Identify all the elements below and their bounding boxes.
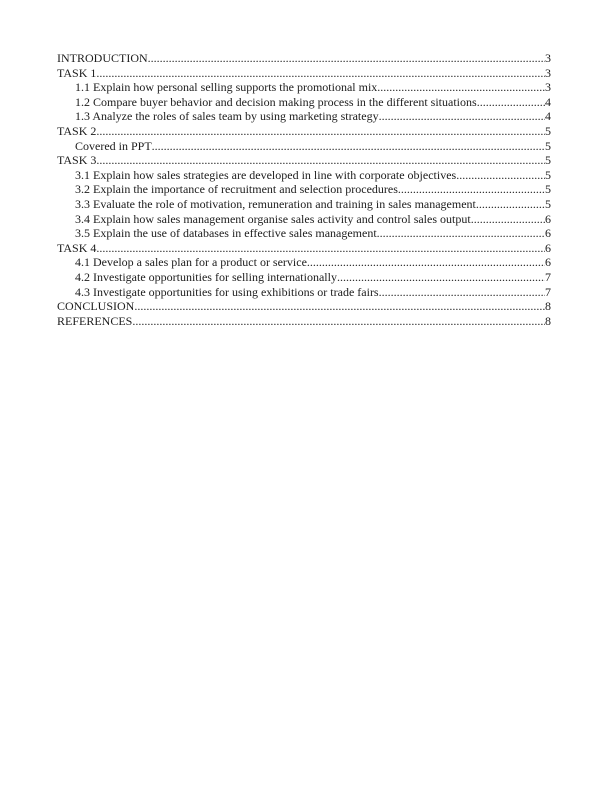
toc-page-number: 3 bbox=[545, 65, 551, 80]
toc-leader-dots bbox=[476, 197, 545, 212]
toc-leader-dots bbox=[471, 212, 545, 227]
toc-entry-title: TASK 1 bbox=[57, 65, 97, 80]
toc-entry[interactable] bbox=[57, 255, 551, 270]
toc-entry[interactable] bbox=[57, 124, 551, 139]
toc-leader-dots bbox=[477, 95, 545, 110]
toc-leader-dots bbox=[152, 139, 545, 154]
toc-page-number: 6 bbox=[545, 240, 551, 255]
toc-entry-title: 1.2 Compare buyer behavior and decision making process in the different situations bbox=[75, 94, 477, 109]
toc-leader-dots bbox=[379, 285, 545, 300]
toc-leader-dots bbox=[96, 153, 545, 168]
toc-entry[interactable] bbox=[57, 299, 551, 314]
toc-page-number: 5 bbox=[545, 182, 551, 197]
toc-page-number: 6 bbox=[545, 211, 551, 226]
toc-entry-title: 1.1 Explain how personal selling supports the promotional mix bbox=[75, 80, 378, 95]
toc-leader-dots bbox=[398, 182, 545, 197]
toc-page-number: 6 bbox=[545, 226, 551, 241]
toc-entry[interactable] bbox=[57, 241, 551, 256]
toc-page-number: 5 bbox=[545, 138, 551, 153]
toc-entry[interactable] bbox=[57, 109, 551, 124]
toc-page-number: 8 bbox=[545, 299, 551, 314]
toc-page-number: 7 bbox=[545, 269, 551, 284]
toc-leader-dots bbox=[96, 124, 545, 139]
toc-page-number: 6 bbox=[545, 255, 551, 270]
toc-entry[interactable] bbox=[57, 226, 551, 241]
toc-leader-dots bbox=[134, 299, 545, 314]
toc-entry[interactable] bbox=[57, 80, 551, 95]
toc-entry-title: CONCLUSION bbox=[57, 299, 135, 314]
toc-leader-dots bbox=[337, 270, 545, 285]
toc-page-number: 5 bbox=[545, 123, 551, 138]
toc-entry-title: TASK 3 bbox=[57, 153, 97, 168]
toc-leader-dots bbox=[377, 226, 545, 241]
toc-entry-title: 1.3 Analyze the roles of sales team by using marketing strategy bbox=[75, 109, 379, 124]
toc-leader-dots bbox=[379, 109, 545, 124]
toc-leader-dots bbox=[456, 168, 545, 183]
toc-leader-dots bbox=[377, 80, 545, 95]
toc-entry[interactable] bbox=[57, 153, 551, 168]
toc-page-number: 4 bbox=[545, 109, 551, 124]
toc-entry[interactable] bbox=[57, 139, 551, 154]
toc-entry-title: REFERENCES bbox=[57, 313, 133, 328]
toc-page-number: 5 bbox=[545, 167, 551, 182]
toc-page-number: 3 bbox=[545, 80, 551, 95]
toc-entry[interactable] bbox=[57, 51, 551, 66]
toc-entry-title: INTRODUCTION bbox=[57, 51, 148, 65]
toc-page-number: 8 bbox=[545, 313, 551, 328]
toc-entry-title: 4.1 Develop a sales plan for a product or service bbox=[75, 255, 307, 270]
toc-leader-dots bbox=[96, 241, 545, 256]
toc-entry-title: 4.2 Investigate opportunities for selling internationally bbox=[75, 269, 337, 284]
toc-entry-title: TASK 2 bbox=[57, 123, 97, 138]
toc-entry[interactable] bbox=[57, 314, 551, 329]
table-of-contents bbox=[57, 51, 551, 328]
toc-page-number: 3 bbox=[545, 51, 551, 65]
toc-entry-title: 3.4 Explain how sales management organise sales activity and control sales output bbox=[75, 211, 471, 226]
toc-entry[interactable] bbox=[57, 182, 551, 197]
toc-entry-title: Covered in PPT bbox=[75, 138, 152, 153]
toc-entry-title: 3.2 Explain the importance of recruitment and selection procedures bbox=[75, 182, 398, 197]
toc-page-number: 5 bbox=[545, 153, 551, 168]
toc-leader-dots bbox=[307, 255, 545, 270]
toc-page-number: 7 bbox=[545, 284, 551, 299]
toc-entry-title: 3.3 Evaluate the role of motivation, remuneration and training in sales management bbox=[75, 196, 476, 211]
toc-entry[interactable] bbox=[57, 66, 551, 81]
toc-entry[interactable] bbox=[57, 168, 551, 183]
toc-page-number: 4 bbox=[545, 94, 551, 109]
toc-entry-title: 3.1 Explain how sales strategies are developed in line with corporate objectives bbox=[75, 167, 457, 182]
toc-entry[interactable] bbox=[57, 212, 551, 227]
toc-page-number: 5 bbox=[545, 196, 551, 211]
toc-entry[interactable] bbox=[57, 197, 551, 212]
toc-entry-title: TASK 4 bbox=[57, 240, 97, 255]
toc-leader-dots bbox=[96, 66, 545, 81]
toc-entry-title: 3.5 Explain the use of databases in effective sales management bbox=[75, 226, 377, 241]
toc-entry-title: 4.3 Investigate opportunities for using exhibitions or trade fairs bbox=[75, 284, 379, 299]
toc-entry[interactable] bbox=[57, 270, 551, 285]
toc-leader-dots bbox=[148, 51, 545, 66]
toc-leader-dots bbox=[132, 314, 545, 329]
toc-entry[interactable] bbox=[57, 285, 551, 300]
toc-entry[interactable] bbox=[57, 95, 551, 110]
